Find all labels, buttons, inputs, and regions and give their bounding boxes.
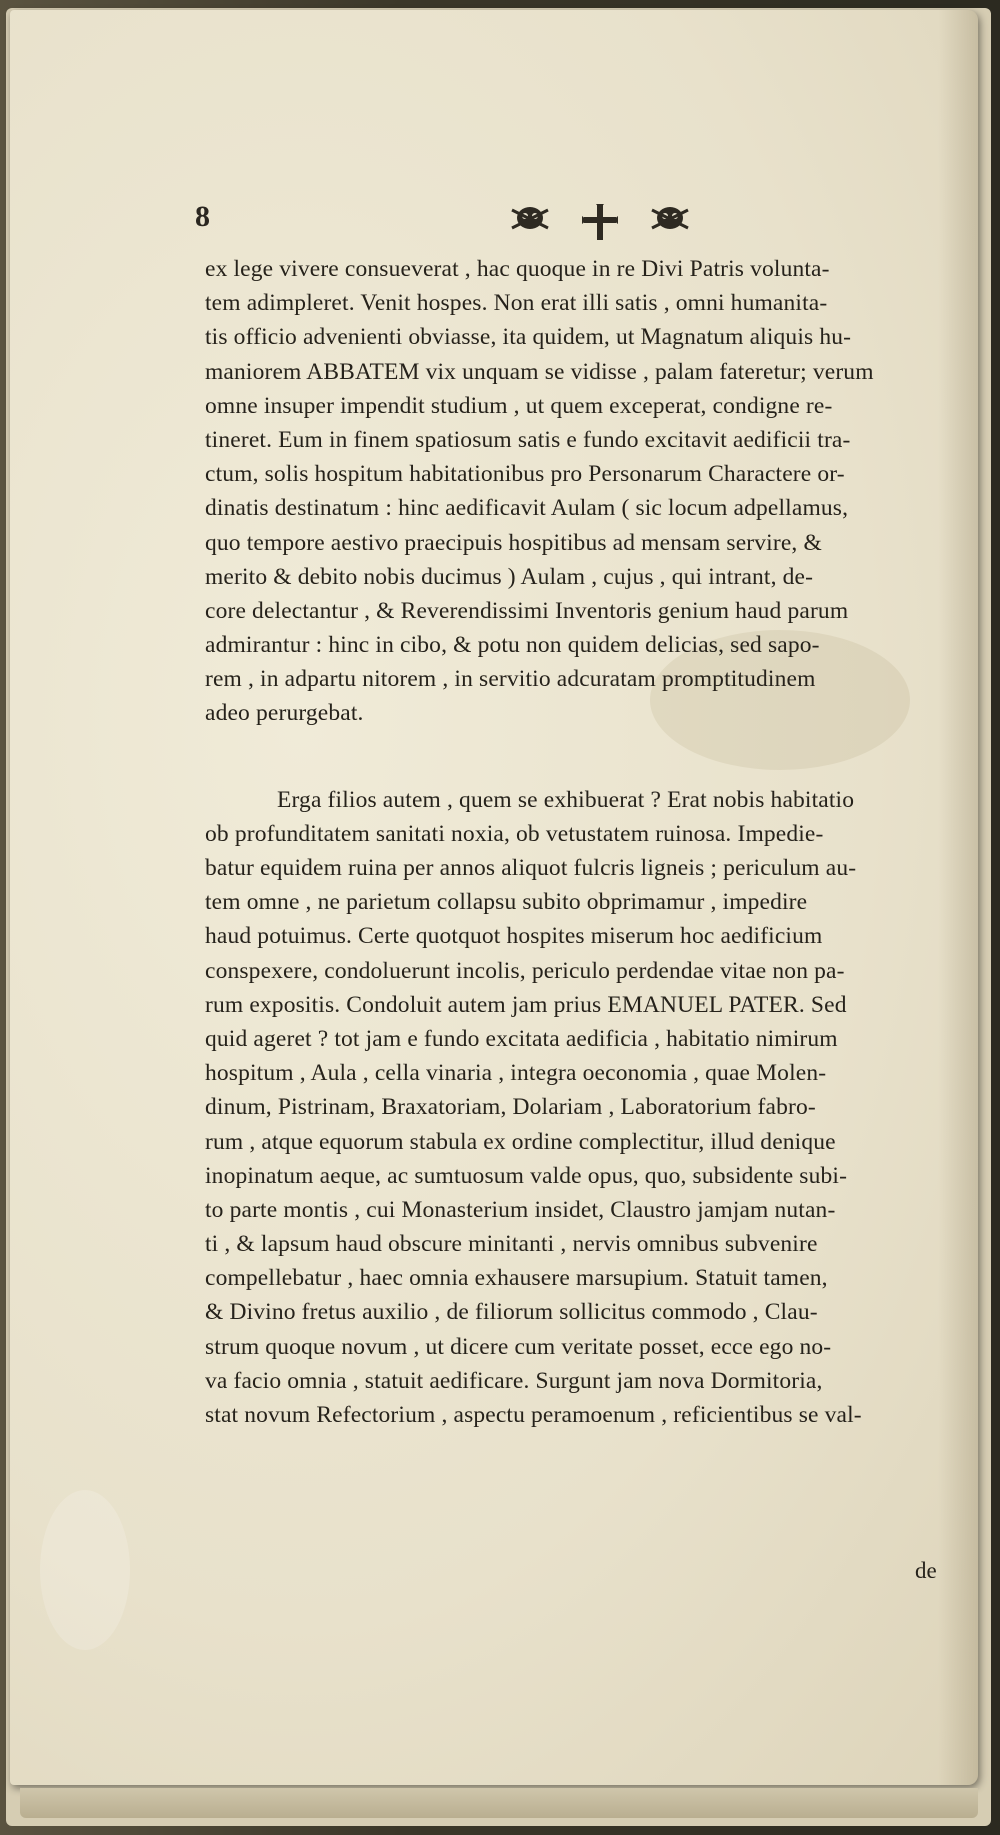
- text-line: rum expositis. Condoluit autem jam prius EMANUEL PATER. Sed: [205, 991, 847, 1018]
- cross-ornament-icon: [580, 202, 620, 242]
- text-line: dinatis destinatum : hinc aedificavit Aulam ( sic locum adpellamus,: [205, 495, 849, 522]
- text-line: inopinatum aeque, ac sumtuosum valde opus, quo, subsidente subi-: [205, 1162, 848, 1189]
- text-line: ex lege vivere consueverat , hac quoque in re Divi Patris volunta-: [205, 256, 830, 282]
- text-line: omne insuper impendit studium , ut quem exceperat, condigne re-: [205, 392, 833, 419]
- text-line: ti , & lapsum haud obscure minitanti , nervis omnibus subvenire: [205, 1231, 818, 1258]
- text-line: merito & debito nobis ducimus ) Aulam , cujus , qui intrant, de-: [205, 563, 814, 590]
- skull-ornament-left-icon: [510, 202, 550, 234]
- text-line: ob profunditatem sanitati noxia, ob vetustatem ruinosa. Impedie-: [205, 820, 824, 847]
- text-line: stat novum Refectorium , aspectu peramoenum , reficientibus se val-: [205, 1402, 862, 1428]
- page-stack-bottom: [20, 1788, 978, 1818]
- text-line: tem adimpleret. Venit hospes. Non erat illi satis , omni humanita-: [205, 290, 828, 317]
- text-line: core delectantur , & Reverendissimi Inventoris genium haud parum: [205, 597, 849, 624]
- text-line: quid ageret ? tot jam e fundo excitata aedificia , habitatio nimirum: [205, 1025, 838, 1052]
- text-line: maniorem ABBATEM vix unquam se vidisse , palam fateretur; verum: [205, 358, 874, 385]
- text-line: adeo perurgebat.: [205, 700, 364, 727]
- text-line: tis officio advenienti obviasse, ita quidem, ut Magnatum aliquis hu-: [205, 324, 852, 351]
- catchword: de: [915, 1558, 937, 1583]
- header-ornaments: [510, 202, 710, 242]
- text-line: va facio omnia , statuit aedificare. Surgunt jam nova Dormitoria,: [205, 1367, 823, 1394]
- body-text: [205, 252, 965, 1432]
- text-line: tem omne , ne parietum collapsu subito obprimamur , impedire: [205, 889, 808, 916]
- paragraph-1: [205, 252, 965, 731]
- text-line: to parte montis , cui Monasterium insidet, Claustro jamjam nutan-: [205, 1196, 836, 1223]
- text-line: strum quoque novum , ut dicere cum veritate posset, ecce ego no-: [205, 1333, 832, 1360]
- text-line: haud potuimus. Certe quotquot hospites miserum hoc aedificium: [205, 923, 823, 950]
- text-line: compellebatur , haec omnia exhausere marsupium. Statuit tamen,: [205, 1265, 828, 1292]
- text-line: admirantur : hinc in cibo, & potu non quidem delicias, sed sapo-: [205, 632, 820, 659]
- text-line: ctum, solis hospitum habitationibus pro Personarum Charactere or-: [205, 461, 845, 488]
- page-header: [195, 200, 715, 250]
- page-number: 8: [195, 200, 210, 233]
- text-line: Erga filios autem , quem se exhibuerat ? Erat nobis habitatio: [277, 786, 855, 813]
- text-line: rum , atque equorum stabula ex ordine complectitur, illud denique: [205, 1128, 836, 1155]
- text-line: rem , in adpartu nitorem , in servitio adcuratam promptitudinem: [205, 666, 816, 693]
- paragraph-2: [205, 783, 965, 1433]
- text-line: dinum, Pistrinam, Braxatoriam, Dolariam , Laboratorium fabro-: [205, 1094, 816, 1121]
- text-line: conspexere, condoluerunt incolis, periculo perdendae vitae non pa-: [205, 957, 845, 984]
- text-line: batur equidem ruina per annos aliquot fulcris ligneis ; periculum au-: [205, 855, 857, 881]
- skull-ornament-right-icon: [650, 202, 690, 234]
- text-line: tineret. Eum in finem spatiosum satis e fundo excitavit aedificii tra-: [205, 426, 851, 453]
- paragraph-gap: [205, 731, 965, 783]
- text-line: & Divino fretus auxilio , de filiorum sollicitus commodo , Clau-: [205, 1299, 818, 1326]
- text-line: hospitum , Aula , cella vinaria , integra oeconomia , quae Molen-: [205, 1060, 827, 1087]
- paper-crease: [40, 1490, 130, 1650]
- text-line: quo tempore aestivo praecipuis hospitibus ad mensam servire, &: [205, 529, 822, 556]
